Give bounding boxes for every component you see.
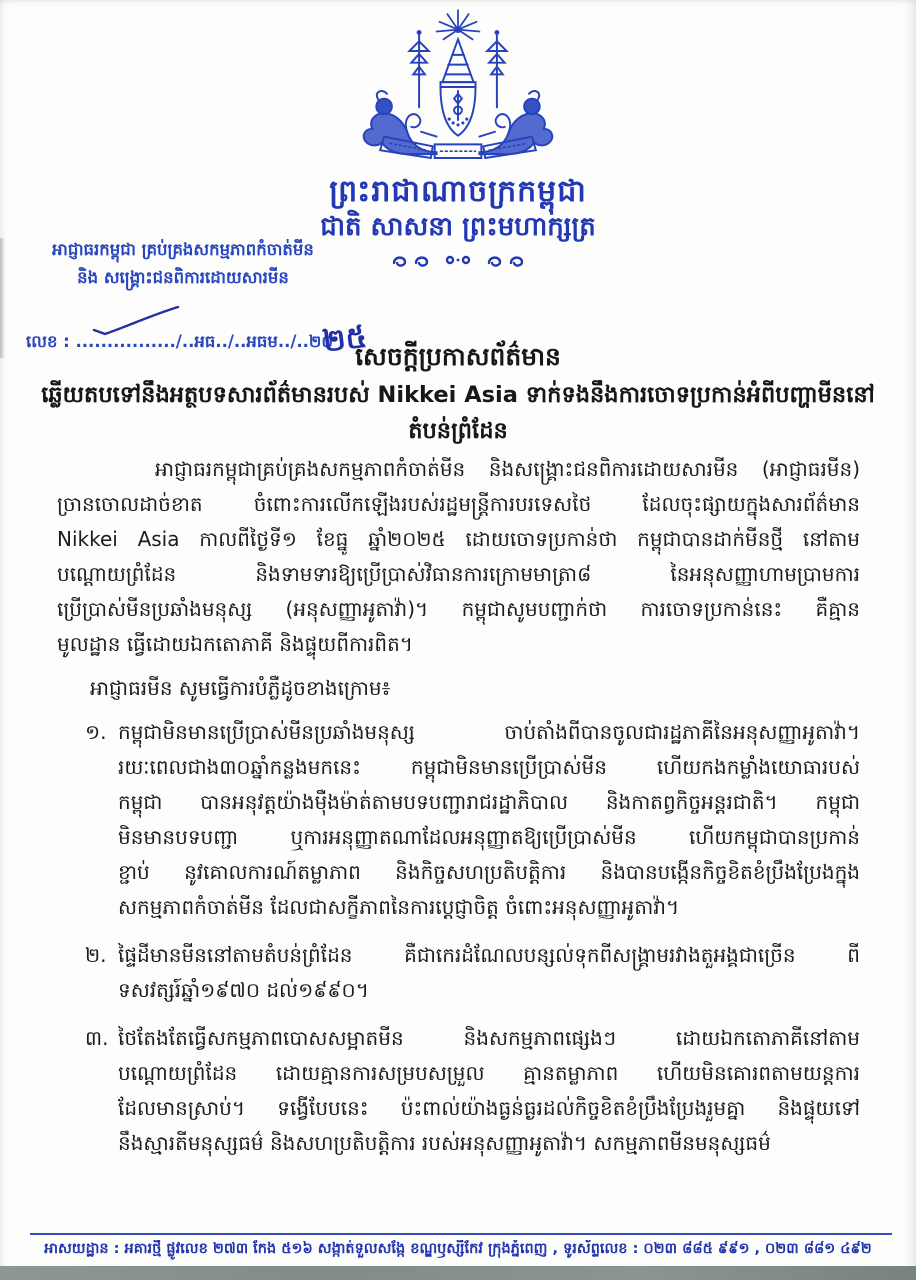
- decorative-flourish-icon: [388, 250, 528, 270]
- document-title-line2: ឆ្លើយតបទៅនឹងអត្ថបទសារព័ត៌មានរបស់ Nikkei Asia ទាក់ទងនឹងការចោទប្រកាន់អំពីបញ្ហាមីននៅ: [41, 382, 875, 408]
- paragraph-line: Nikkei Asia កាលពីថ្ងៃទី១ ខែធ្នូ ឆ្នាំ២០២៥ ដោយចោទប្រកាន់ថា កម្ពុជាបានដាក់មីនថ្មី នៅតាម: [57, 527, 860, 551]
- national-motto: ជាតិ សាសនា ព្រះមហាក្សត្រ: [320, 212, 596, 242]
- paragraph-line: ប្រើប្រាស់មីនប្រឆាំងមនុស្ស (អនុសញ្ញាអូតាវ៉ា)។ កម្ពុជាសូមបញ្ជាក់ថា ការចោទប្រកាន់នេះ គឺគ្មាន: [57, 597, 860, 621]
- item-number: ៣.: [85, 1026, 109, 1050]
- agency-name-line2: និង សង្គ្រោះជនពិការដោយសារមីន: [77, 268, 289, 287]
- document-title-line1: សេចក្ដីប្រកាសព័ត៌មាន: [355, 342, 561, 371]
- royal-arms-of-cambodia-icon: [351, 6, 565, 168]
- document-title-line3: តំបន់ព្រំដែន: [408, 418, 508, 444]
- paragraph-line: មូលដ្ឋាន ធ្វើដោយឯកតោភាគី និងផ្ទុយពីការពិត។: [57, 632, 413, 656]
- footer-divider: [30, 1233, 892, 1235]
- scan-edge-artifact: [0, 238, 5, 358]
- item-line: សកម្មភាពកំចាត់មីន ដែលជាសក្ខីភាពនៃការប្ដេជ្ញាចិត្ត ចំពោះអនុសញ្ញាអូតាវ៉ា។: [118, 895, 680, 919]
- item-number: ១.: [85, 720, 107, 744]
- list-item-2: [57, 938, 860, 1008]
- item-line: កម្ពុជា បានអនុវត្តយ៉ាងម៉ឺងម៉ាត់តាមបទបញ្ជារាជរដ្ឋាភិបាល និងកាតព្វកិច្ចអន្តរជាតិ។ កម្ពុជា: [118, 790, 860, 814]
- item-line: កម្ពុជាមិនមានប្រើប្រាស់មីនប្រឆាំងមនុស្ស ចាប់តាំងពីបានចូលជារដ្ឋភាគីនៃអនុសញ្ញាអូតាវ៉ា។: [118, 720, 860, 744]
- paragraph-line: បណ្ដោយព្រំដែន និងទាមទារឱ្យប្រើប្រាស់វិធានការក្រោមមាត្រា៨ នៃអនុសញ្ញាហាមប្រាមការ: [57, 562, 860, 586]
- item-line: ផ្ទៃដីមានមីននៅតាមតំបន់ព្រំដែន គឺជាកេរដំណែលបន្សល់ទុកពីសង្គ្រាមរវាងតួអង្គជាច្រើន ពី: [118, 943, 860, 967]
- list-item-3: [57, 1021, 860, 1161]
- agency-name-line1: អាជ្ញាធរកម្ពុជា គ្រប់គ្រងសកម្មភាពកំចាត់មីន: [52, 240, 314, 259]
- item-line: ដែលមានស្រាប់។ ទង្វើបែបនេះ ប៉ះពាល់យ៉ាងធ្ងន់ធ្ងរដល់កិច្ចខិតខំប្រឹងប្រែងរួមគ្នា និងផ្ទុយទៅ: [118, 1096, 860, 1120]
- paragraph-line: ច្រានចោលដាច់ខាត ចំពោះការលើកឡើងរបស់រដ្ឋមន្ត្រីការបរទេសថៃ ដែលចុះផ្សាយក្នុងសារព័ត៌មាន: [57, 492, 860, 516]
- royal-arms-emblem: [351, 6, 565, 168]
- numbered-list: [57, 715, 860, 1161]
- handwritten-year: ២៥: [320, 319, 369, 360]
- scan-bottom-edge: [0, 1266, 916, 1280]
- ref-label: លេខ :: [26, 332, 70, 351]
- document-body: [57, 452, 860, 1174]
- item-line: រយៈពេលជាង៣០ឆ្នាំកន្លងមកនេះ កម្ពុជាមិនមានប្រើប្រាស់មីន ហើយកងកម្លាំងយោធារបស់: [118, 755, 860, 779]
- item-line: មិនមានបទបញ្ជា ឬការអនុញ្ញាតណាដែលអនុញ្ញាតឱ្យប្រើប្រាស់មីន ហើយកម្ពុជាបានប្រកាន់: [118, 825, 860, 849]
- paragraph-line: អាជ្ញាធរកម្ពុជាគ្រប់គ្រងសកម្មភាពកំចាត់មីន និងសង្គ្រោះជនពិការដោយសារមីន (អាជ្ញាធរមីន): [155, 457, 860, 481]
- ref-dots: ................/..អធ../..អធម../..២០: [75, 332, 334, 351]
- list-item-1: [57, 715, 860, 925]
- item-line: ទសវត្សរ៍ឆ្នាំ១៩៧០ ដល់១៩៩០។: [118, 978, 369, 1002]
- footer-address: អាសយដ្ឋាន : អគារថ្មី ផ្លូវលេខ ២៧៣ កែង ៥១៦ សង្កាត់ទួលសង្កែ ខណ្ឌឫស្សីកែវ ក្រុងភ្នំពេញ , ទូរស័ព្ទលេខ : ០២៣ ៨៨៥ ៩៩១ , ០២៣ ៨៨១ ៤៩២: [44, 1241, 872, 1257]
- item-line: ថៃតែងតែធ្វើសកម្មភាពបោសសម្អាតមីន និងសកម្មភាពផ្សេងៗ ដោយឯកតោភាគីនៅតាម: [118, 1026, 860, 1050]
- item-line: នឹងស្មារតីមនុស្សធម៌ និងសហប្រតិបត្តិការ របស់អនុសញ្ញាអូតាវ៉ា។ សកម្មភាពមីនមនុស្សធម៌: [118, 1131, 771, 1155]
- clarification-lead-line: អាជ្ញាធរមីន សូមធ្វើការបំភ្លឺដូចខាងក្រោម៖: [90, 676, 391, 700]
- item-number: ២.: [85, 943, 107, 967]
- item-line: ខ្ជាប់ នូវគោលការណ៍តម្លាភាព និងកិច្ចសហប្រតិបត្តិការ និងបានបង្កើនកិច្ចខិតខំប្រឹងប្រែងក្នុង: [118, 860, 860, 884]
- item-line: បណ្ដោយព្រំដែន ដោយគ្មានការសម្របសម្រួល គ្មានតម្លាភាព ហើយមិនគោរពតាមយន្តការ: [118, 1061, 860, 1085]
- kingdom-title: ព្រះរាជាណាចក្រកម្ពុជា: [329, 174, 587, 209]
